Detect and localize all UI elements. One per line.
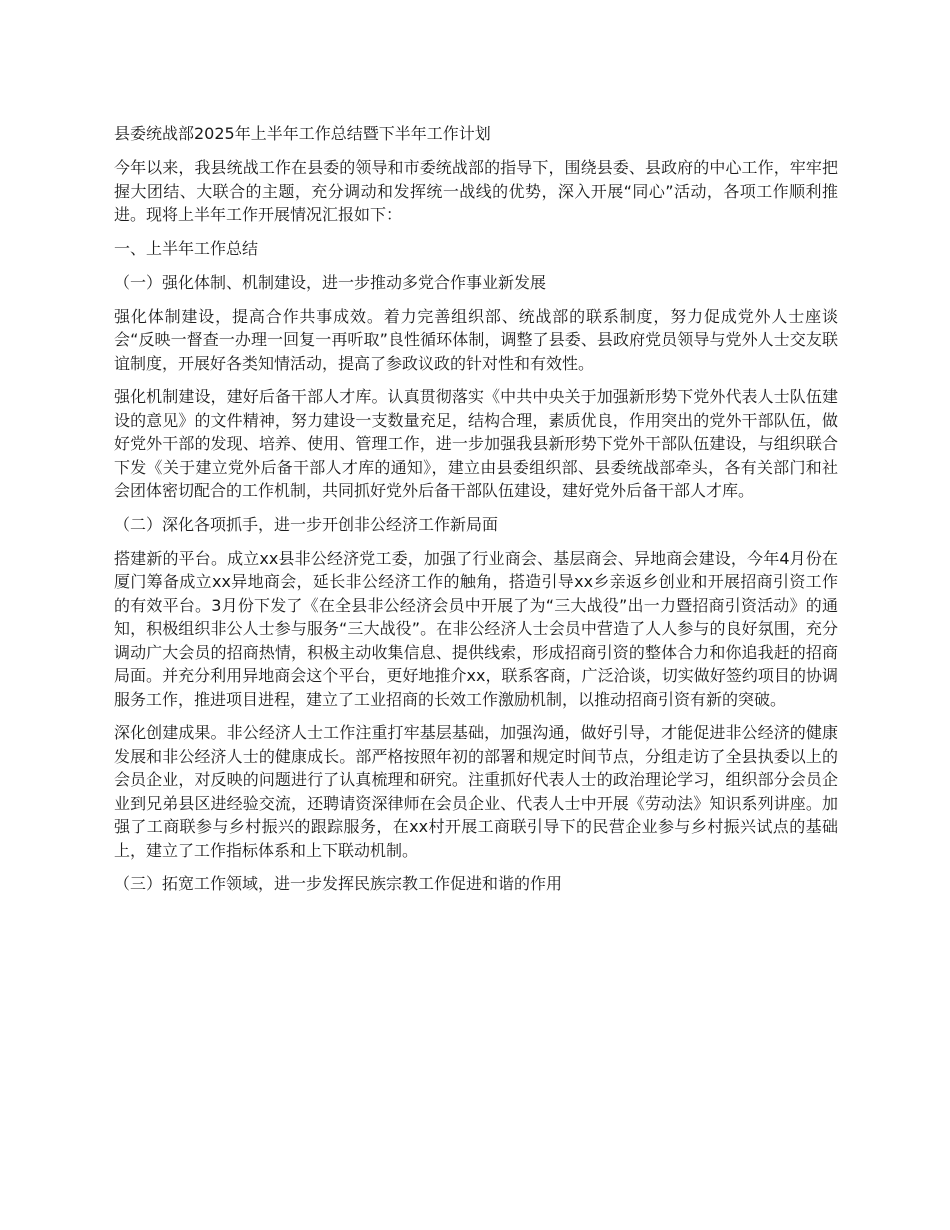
- paragraph-system-building: 强化体制建设，提高合作共事成效。着力完善组织部、统战部的联系制度，努力促成党外人士座谈会“反映一督查一办理一回复一再听取”良性循环体制，调整了县委、县政府党员领导与党外人士交友联谊制度，开展好各类知情活动，提高了参政议政的针对性和有效性。: [114, 306, 838, 373]
- document-page: [114, 122, 838, 906]
- paragraph-new-platform: 搭建新的平台。成立xx县非公经济党工委，加强了行业商会、基层商会、异地商会建设，今年4月份在厦门筹备成立xx异地商会，延长非公经济工作的触角，搭造引导xx乡亲返乡创业和开展招商引资工作的有效平台。3月份下发了《在全县非公经济会员中开展了为“三大战役”出一力暨招商引资活动》的通知，积极组织非公人士参与服务“三大战役”。在非公经济人士会员中营造了人人参与的良好氛围，充分调动广大会员的招商热情，积极主动收集信息、提供线索，形成招商引资的整体合力和你追我赶的招商局面。并充分利用异地商会这个平台，更好地推介xx，联系客商，广泛洽谈，切实做好签约项目的协调服务工作，推进项目进程，建立了工业招商的长效工作激励机制，以推动招商引资有新的突破。: [114, 548, 838, 709]
- subsection-heading-2: （二）深化各项抓手，进一步开创非公经济工作新局面: [114, 514, 499, 534]
- subsection-heading-1: （一）强化体制、机制建设，进一步推动多党合作事业新发展: [114, 272, 547, 292]
- intro-paragraph: 今年以来，我县统战工作在县委的领导和市委统战部的指导下，围绕县委、县政府的中心工作，牢牢把握大团结、大联合的主题，充分调动和发挥统一战线的优势，深入开展“同心”活动，各项工作顺利推进。现将上半年工作开展情况汇报如下：: [114, 158, 838, 224]
- paragraph-deepen-results: 深化创建成果。非公经济人士工作注重打牢基层基础，加强沟通，做好引导，才能促进非公经济的健康发展和非公经济人士的健康成长。部严格按照年初的部署和规定时间节点，分组走访了全县执委以上的会员企业，对反映的问题进行了认真梳理和研究。注重抓好代表人士的政治理论学习，组织部分会员企业到兄弟县区进经验交流，还聘请资深律师在会员企业、代表人士中开展《劳动法》知识系列讲座。加强了工商联参与乡村振兴的跟踪服务，在xx村开展工商联引导下的民营企业参与乡村振兴试点的基础上，建立了工作指标体系和上下联动机制。: [114, 723, 838, 860]
- paragraph-mechanism-building: 强化机制建设，建好后备干部人才库。认真贯彻落实《中共中央关于加强新形势下党外代表人士队伍建设的意见》的文件精神，努力建设一支数量充足，结构合理，素质优良，作用突出的党外干部队伍，做好党外干部的发现、培养、使用、管理工作，进一步加强我县新形势下党外干部队伍建设，与组织联合下发《关于建立党外后备干部人才库的通知》，建立由县委组织部、县委统战部牵头，各有关部门和社会团体密切配合的工作机制，共同抓好党外后备干部队伍建设，建好党外后备干部人才库。: [114, 387, 838, 500]
- document-title: 县委统战部2025年上半年工作总结暨下半年工作计划: [114, 124, 491, 143]
- section-heading-1: 一、上半年工作总结: [114, 238, 259, 258]
- subsection-heading-3: （三）拓宽工作领域，进一步发挥民族宗教工作促进和谐的作用: [114, 874, 563, 893]
